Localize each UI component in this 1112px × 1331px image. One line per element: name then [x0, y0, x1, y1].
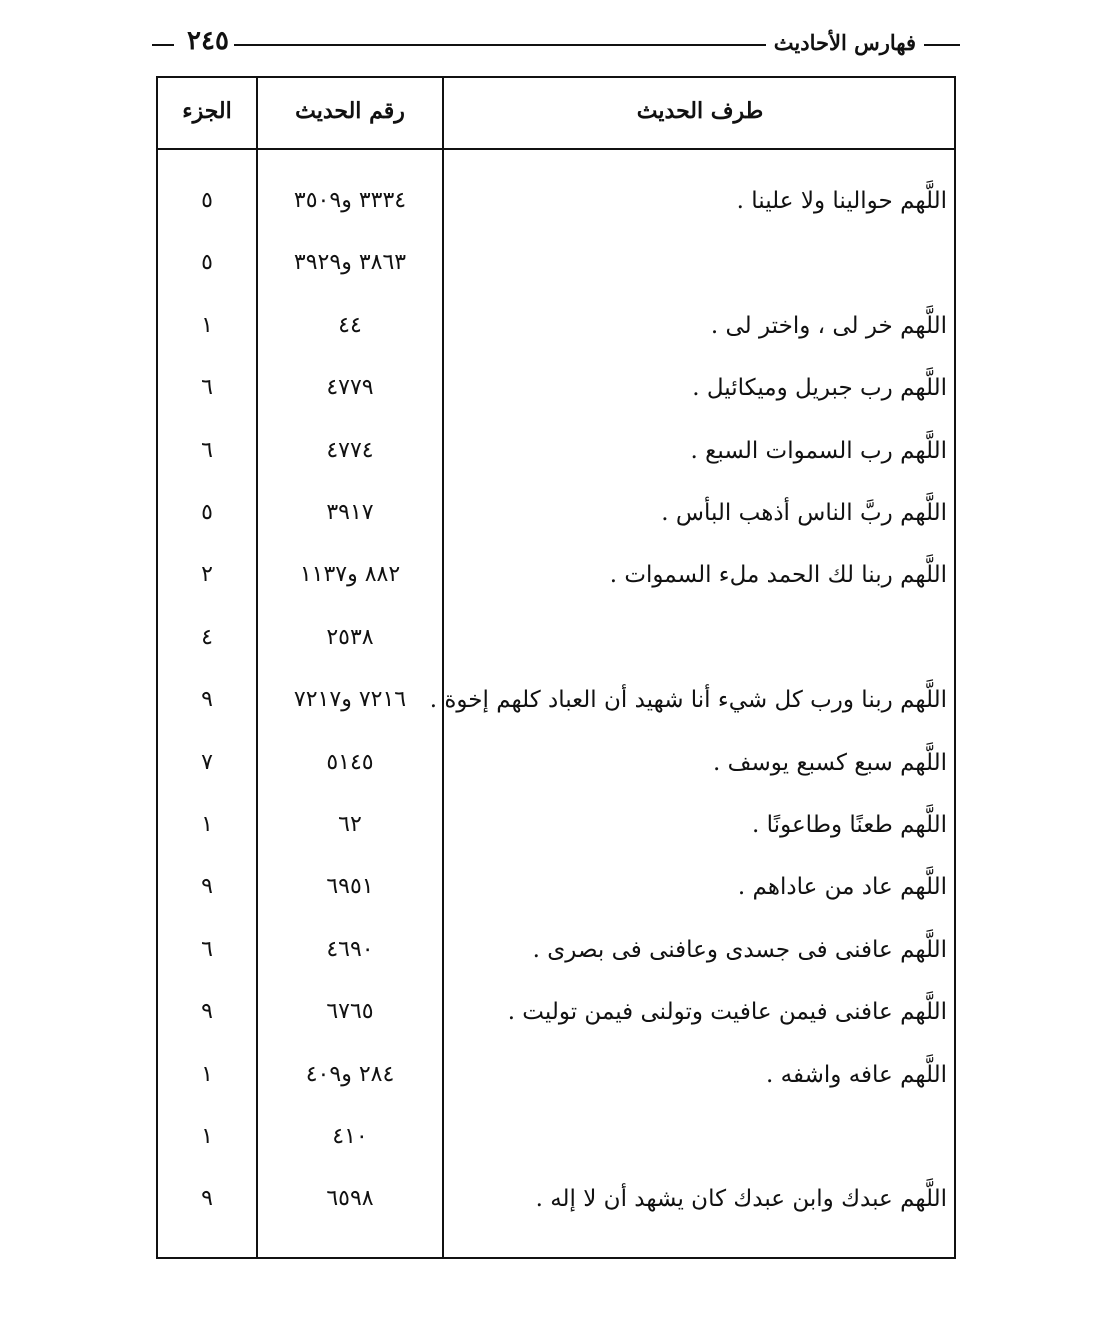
volume-cell: ٥: [201, 188, 213, 213]
column-header-volume: الجزء: [182, 98, 232, 124]
hadith-text-cell: اللَّهم عافنى فيمن عافيت وتولنى فيمن توليت .: [507, 999, 947, 1026]
volume-cell: ٩: [201, 999, 213, 1025]
volume-cell: ٩: [201, 874, 213, 900]
volume-cell: ١: [201, 1061, 213, 1087]
hadith-number-cell: ٦٩٥١: [326, 874, 374, 900]
hadith-number-cell: ٧٢١٦ و٧٢١٧: [293, 687, 407, 713]
hadith-number-cell: ٣٨٦٣ و٣٩٢٩: [293, 250, 407, 276]
hadith-number-cell: ٤٧٧٩: [326, 375, 374, 401]
table-row: [158, 738, 954, 788]
running-header: [152, 24, 960, 64]
volume-cell: ٦: [201, 936, 213, 962]
hadith-number-cell: ٣٩١٧: [326, 500, 374, 525]
volume-cell: ٥: [201, 250, 213, 276]
volume-cell: ٧: [201, 749, 213, 775]
table-row: [158, 176, 954, 226]
hadith-number-cell: ٦٥٩٨: [326, 1186, 374, 1212]
hadith-text-cell: اللَّهم حوالينا ولا علينا .: [736, 188, 947, 214]
hadith-text-cell: اللَّهم ربنا ورب كل شيء أنا شهيد أن العباد كلهم إخوة .: [429, 687, 947, 714]
volume-cell: ١: [201, 1124, 213, 1149]
hadith-text-cell: اللَّهم عاد من عاداهم .: [737, 874, 947, 901]
table-row: [158, 800, 954, 850]
page-number: ٢٤٥: [182, 26, 234, 56]
table-row: [158, 550, 954, 600]
table-row: [158, 1174, 954, 1224]
hadith-number-cell: ٢٨٤ و٤٠٩: [305, 1061, 395, 1087]
table-row: [158, 613, 954, 663]
header-rule-right: [936, 44, 960, 46]
column-header-hadith-text: طرف الحديث: [636, 98, 764, 124]
hadith-text-cell: اللَّهم رب جبريل وميكائيل .: [692, 375, 947, 402]
hadith-text-cell: اللَّهم خر لى ، واختر لى .: [710, 312, 947, 339]
volume-cell: ٤: [201, 624, 213, 650]
hadith-text-cell: اللَّهم سبع كسبع يوسف .: [713, 749, 947, 776]
hadith-text-cell: [444, 613, 947, 663]
table-row: [158, 1050, 954, 1100]
hadith-number-cell: ٤٧٧٤: [326, 437, 374, 463]
hadith-text-cell: اللَّهم طعنًا وطاعونًا .: [752, 812, 947, 838]
hadith-index-table: [156, 76, 956, 1259]
column-header-hadith-number: رقم الحديث: [295, 98, 405, 124]
table-row: [158, 987, 954, 1037]
volume-cell: ١: [201, 812, 213, 837]
hadith-text-cell: اللَّهم رب السموات السبع .: [690, 437, 947, 464]
hadith-text-cell: اللَّهم ربَّ الناس أذهب البأس .: [661, 500, 947, 526]
volume-cell: ١: [201, 312, 213, 338]
hadith-text-cell: [444, 238, 947, 288]
hadith-number-cell: ٦٧٦٥: [326, 999, 374, 1025]
table-row: [158, 1112, 954, 1162]
hadith-text-cell: اللَّهم ربنا لك الحمد ملء السموات .: [609, 562, 947, 589]
hadith-text-cell: [444, 1112, 947, 1162]
table-row: [158, 675, 954, 725]
table-row: [158, 925, 954, 975]
table-row: [158, 301, 954, 351]
volume-cell: ٢: [201, 562, 213, 588]
hadith-number-cell: ٥١٤٥: [326, 749, 374, 775]
hadith-text-cell: اللَّهم عبدك وابن عبدك كان يشهد أن لا إله .: [535, 1186, 947, 1213]
volume-cell: ٦: [201, 375, 213, 401]
hadith-number-cell: ٤٤: [338, 312, 362, 338]
hadith-number-cell: ٣٣٣٤ و٣٥٠٩: [293, 188, 407, 213]
volume-cell: ٦: [201, 437, 213, 463]
hadith-number-cell: ٤٦٩٠: [326, 936, 374, 962]
volume-cell: ٩: [201, 687, 213, 713]
table-header: [158, 78, 954, 148]
table-row: [158, 238, 954, 288]
volume-cell: ٩: [201, 1186, 213, 1212]
table-row: [158, 363, 954, 413]
table-row: [158, 488, 954, 538]
volume-cell: ٥: [201, 500, 213, 525]
hadith-number-cell: ٤١٠: [332, 1124, 368, 1149]
table-header-rule: [158, 148, 954, 150]
header-rule-left: [152, 44, 174, 46]
hadith-number-cell: ٦٢: [338, 812, 362, 837]
table-row: [158, 426, 954, 476]
table-row: [158, 862, 954, 912]
hadith-number-cell: ٨٨٢ و١١٣٧: [299, 562, 401, 588]
hadith-number-cell: ٢٥٣٨: [326, 624, 374, 650]
section-title: فهارس الأحاديث: [766, 30, 924, 55]
hadith-text-cell: اللَّهم عافنى فى جسدى وعافنى فى بصرى .: [532, 936, 947, 963]
hadith-text-cell: اللَّهم عافه واشفه .: [766, 1061, 947, 1088]
